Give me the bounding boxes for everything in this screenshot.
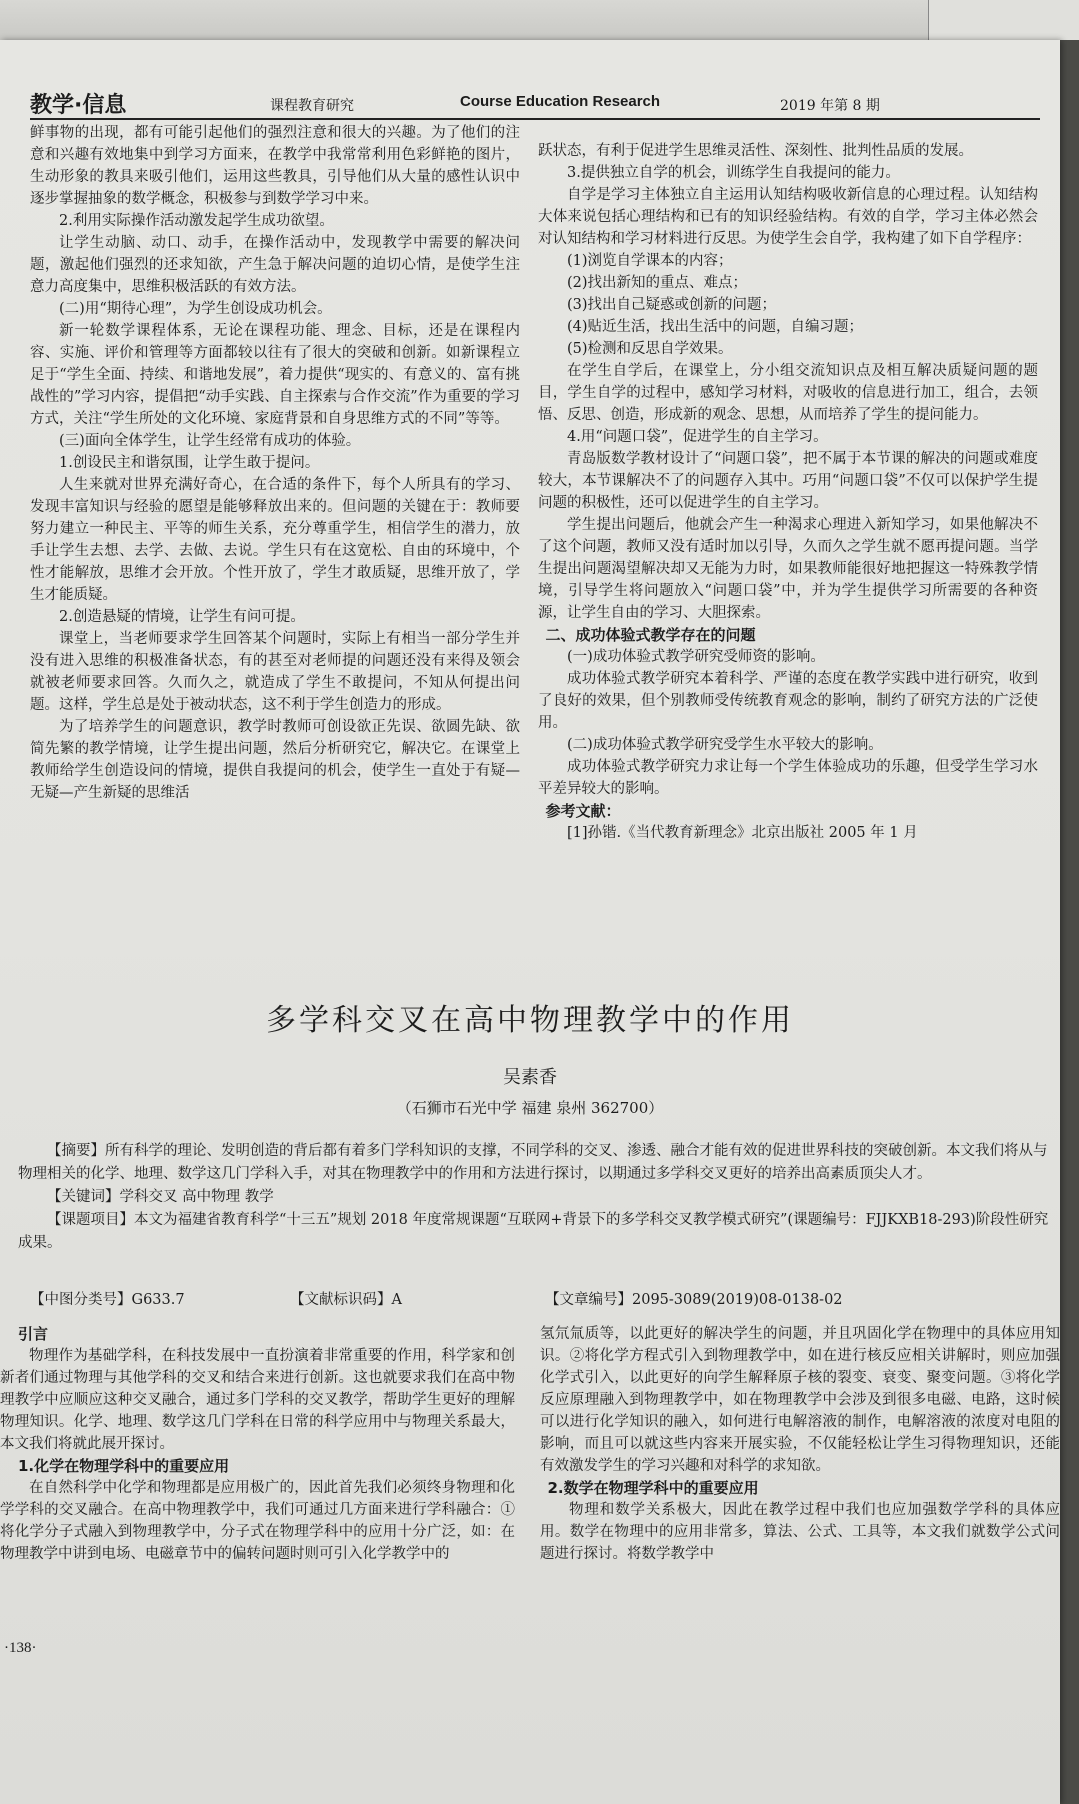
paragraph: 自学是学习主体独立自主运用认知结构吸收新信息的心理过程。认知结构大体来说包括心理结构和已有的知识经验结构。有效的自学，学习主体必然会对认知结构和学习材料进行反思。为使学生会自学，我构建了如下自学程序： xyxy=(538,187,1038,247)
clc-number: 【中图分类号】G633.7 xyxy=(30,1292,185,1308)
subheading: 1.创设民主和谐氛围，让学生敢于提问。 xyxy=(59,455,320,471)
paragraph: 人生来就对世界充满好奇心，在合适的条件下，每个人所具有的学习、发现丰富知识与经验的愿望是能够释放出来的。但问题的关键在于：教师要努力建立一种民主、平等的师生关系，充分尊重学生，相信学生的潜力，放手让学生去想、去学、去做、去说。学生只有在这宽松、自由的环境中，个性才能解放，思维才会开放。个性开放了，学生才敢质疑，思维开放了，学生才能质疑。 xyxy=(30,477,520,603)
subheading: 2.利用实际操作活动激发起学生成功欲望。 xyxy=(59,213,334,229)
list-item: (3)找出自己疑惑或创新的问题； xyxy=(567,297,777,313)
header-journal: Course Education Research xyxy=(460,93,661,110)
paragraph: 跃状态，有利于促进学生思维灵活性、深刻性、批判性品质的发展。 xyxy=(538,143,973,159)
lower-right-column xyxy=(540,1323,1060,1565)
paragraph: 学生提出问题后，他就会产生一种渴求心理进入新知学习，如果他解决不了这个问题，教师又没有适时加以引导，久而久之学生就不愿再提问题。当学生提出问题渴望解决却又无能为力时，如果教师能很好地把握这一特殊教学情境，引导学生将问题放入“问题口袋”中，并为学生提供学习所需要的各种资源，让学生自由的学习、大胆探索。 xyxy=(538,517,1038,621)
paragraph: 为了培养学生的问题意识，教学时教师可创设欲正先误、欲圆先缺、欲简先繁的教学情境，让学生提出问题，然后分析研究它，解决它。在课堂上教师给学生创造设问的情境，提供自我提问的机会，使学生一直处于有疑—无疑—产生新疑的思维活 xyxy=(30,719,520,801)
document-code: 【文献标识码】A xyxy=(290,1292,402,1308)
paragraph: 在学生自学后，在课堂上，分小组交流知识点及相互解决质疑问题的题目，学生自学的过程中，感知学习材料，对吸收的信息进行加工，组合，去领悟、反思、创造，形成新的观念、思想，从而培养了学生的提问能力。 xyxy=(538,363,1038,423)
section-heading: 2.数学在物理学科中的重要应用 xyxy=(547,1479,759,1497)
list-item: (5)检测和反思自学效果。 xyxy=(567,341,733,357)
header-issue: 2019 年第 8 期 xyxy=(780,98,880,114)
article-title: 多学科交叉在高中物理教学中的作用 xyxy=(266,1003,794,1038)
abstract: 【摘要】所有科学的理论、发明创造的背后都有着多门学科知识的支撑，不同学科的交叉、渗透、融合才能有效的促进世界科技的突破创新。本文我们将从与物理相关的化学、地理、数学这几门学科入手，对其在物理教学中的作用和方法进行探讨，以期通过多学科交叉更好的培养出高素质顶尖人才。 xyxy=(18,1143,1048,1182)
list-item: (4)贴近生活，找出生活中的问题，自编习题； xyxy=(567,319,864,335)
subheading: (二)成功体验式教学研究受学生水平较大的影响。 xyxy=(567,737,883,753)
abstract-block xyxy=(18,1140,1060,1255)
upper-left-column xyxy=(30,122,520,804)
project-info: 【课题项目】本文为福建省教育科学“十三五”规划 2018 年度常规课题“互联网+背景下的多学科交叉教学模式研究”(课题编号：FJJKXB18-293)阶段性研究成果。 xyxy=(18,1212,1049,1251)
header-rule xyxy=(30,118,1040,120)
paragraph: 物理和数学关系极大，因此在教学过程中我们也应加强数学学科的具体应用。数学在物理中的应用非常多，算法、公式、工具等，本文我们就数学公式问题进行探讨。将数学教学中 xyxy=(540,1502,1060,1562)
journal-page xyxy=(0,40,1060,1804)
subheading: 2.创造悬疑的情境，让学生有问可提。 xyxy=(59,609,305,625)
paragraph: 鲜事物的出现，都有可能引起他们的强烈注意和很大的兴趣。为了他们的注意和兴趣有效地集中到学习方面来，在教学中我常常利用色彩鲜艳的图片，生动形象的教具来吸引他们，运用这些教具，引导他们从大量的感性认识中逐步掌握抽象的数学概念，积极参与到数学学习中来。 xyxy=(30,125,520,207)
paragraph: 青岛版数学教材设计了“问题口袋”，把不属于本节课的解决的问题或难度较大，本节课解决不了的问题存入其中。巧用“问题口袋”不仅可以保护学生提问题的积极性，还可以促进学生的自主学习。 xyxy=(538,451,1038,511)
section-heading: 1.化学在物理学科中的重要应用 xyxy=(18,1457,230,1475)
subheading: 4.用“问题口袋”，促进学生的自主学习。 xyxy=(567,429,828,445)
paragraph: 成功体验式教学研究力求让每一个学生体验成功的乐趣，但受学生学习水平差异较大的影响。 xyxy=(538,759,1038,797)
previous-page-strip xyxy=(0,0,1079,40)
article-author: 吴素香 xyxy=(503,1067,557,1088)
lower-left-column xyxy=(0,1323,515,1565)
list-item: (2)找出新知的重点、难点； xyxy=(567,275,748,291)
reference-item: [1]孙锴.《当代教育新理念》北京出版社 2005 年 1 月 xyxy=(567,825,918,841)
subheading: (三)面向全体学生，让学生经常有成功的体验。 xyxy=(59,433,361,449)
references-heading: 参考文献： xyxy=(545,802,621,820)
upper-right-column xyxy=(538,140,1038,844)
list-item: (1)浏览自学课本的内容； xyxy=(567,253,733,269)
subheading: (一)成功体验式教学研究受师资的影响。 xyxy=(567,649,825,665)
article-affiliation: （石狮市石光中学 福建 泉州 362700） xyxy=(396,1099,664,1117)
section-heading: 引言 xyxy=(18,1325,49,1343)
paragraph: 让学生动脑、动口、动手，在操作活动中，发现教学中需要的解决问题，激起他们强烈的还求知欲，产生急于解决问题的迫切心情，是使学生注意力高度集中，思维积极活跃的有效方法。 xyxy=(30,235,520,295)
subheading: (二)用“期待心理”，为学生创设成功机会。 xyxy=(59,301,332,317)
paragraph: 物理作为基础学科，在科技发展中一直扮演着非常重要的作用，科学家和创新者们通过物理与其他学科的交叉和结合来进行创新。这也就要求我们在高中物理教学中应顺应这种交叉融合，通过多门学科的交叉教学，帮助学生更好的理解物理知识。化学、地理、数学这几门学科在日常的科学应用中与物理关系最大，本文我们将就此展开探讨。 xyxy=(0,1348,515,1452)
paragraph: 氢氘氚质等，以此更好的解决学生的问题，并且巩固化学在物理中的具体应用知识。②将化学方程式引入到物理教学中，如在进行核反应相关讲解时，则应加强化学式引入，以此更好的向学生解释原子核的裂变、衰变、聚变问题。③将化学反应原理融入到物理教学中，如在物理教学中会涉及到很多电磁、电路，这时候可以进行化学知识的融入，如何进行电解溶液的制作，电解溶液的浓度对电阻的影响，而且可以就这些内容来开展实验，不仅能轻松让学生习得物理知识，还能有效激发学生的学习兴趣和对科学的求知欲。 xyxy=(540,1326,1060,1474)
page-edge xyxy=(928,0,1079,40)
paragraph: 在自然科学中化学和物理都是应用极广的，因此首先我们必须终身物理和化学学科的交叉融合。在高中物理教学中，我们可通过几方面来进行学科融合：①将化学分子式融入到物理教学中，分子式在物理学科中的应用十分广泛，如：在物理教学中讲到电场、电磁章节中的偏转问题时则可引入化学教学中的 xyxy=(0,1480,515,1562)
subheading: 3.提供独立自学的机会，训练学生自我提问的能力。 xyxy=(567,165,900,181)
header-brand: 教学·信息 xyxy=(30,93,127,118)
paragraph: 成功体验式教学研究本着科学、严谨的态度在教学实践中进行研究，收到了良好的效果，但个别教师受传统教育观念的影响，制约了研究方法的广泛使用。 xyxy=(538,671,1038,731)
keywords: 【关键词】学科交叉 高中物理 教学 xyxy=(47,1189,274,1205)
header-section: 课程教育研究 xyxy=(270,98,354,114)
page-header xyxy=(30,50,1040,120)
page-number: ·138· xyxy=(4,1640,37,1656)
article-number: 【文章编号】2095-3089(2019)08-0138-02 xyxy=(545,1292,843,1308)
paragraph: 新一轮数学课程体系，无论在课程功能、理念、目标，还是在课程内容、实施、评价和管理等方面都较以往有了很大的突破和创新。如新课程立足于“学生全面、持续、和谐地发展”，着力提供“现实的、有意义的、富有挑战性的”学习内容，提倡把“动手实践、自主探索与合作交流”作为重要的学习方式，关注“学生所处的文化环境、家庭背景和自身思维方式的不同”等等。 xyxy=(30,323,520,427)
paragraph: 课堂上，当老师要求学生回答某个问题时，实际上有相当一部分学生并没有进入思维的积极准备状态，有的甚至对老师提的问题还没有来得及领会就被老师要求回答。久而久之，就造成了学生不敢提问，不知从何提出问题。这样，学生总是处于被动状态，这不利于学生创造力的形成。 xyxy=(30,631,520,713)
section-heading: 二、成功体验式教学存在的问题 xyxy=(545,626,756,644)
